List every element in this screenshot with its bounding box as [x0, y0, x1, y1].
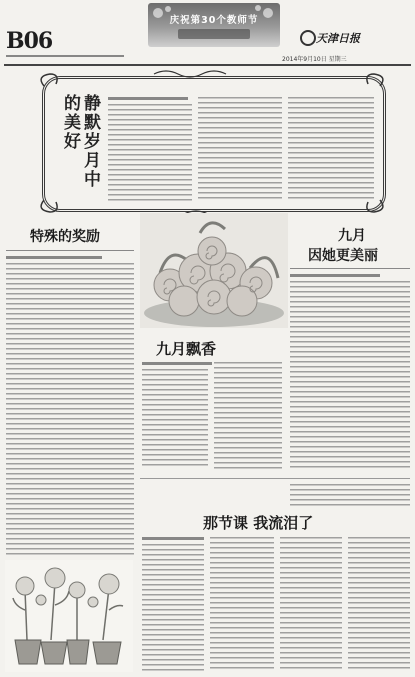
issue-date: 2014年9月10日 星期三 [282, 56, 347, 63]
fragrance-body-col-1 [142, 369, 208, 469]
flower-pots-image [5, 560, 133, 672]
reward-byline [6, 256, 102, 259]
roses-image [140, 213, 288, 328]
reward-body [6, 263, 134, 555]
fragrance-headline: 九月飘香 [156, 340, 217, 358]
bottom-divider [140, 478, 410, 479]
feature-headline: 静默岁月中的美好 [60, 94, 100, 189]
feature-byline [108, 97, 188, 100]
her-rule [290, 268, 410, 269]
her-byline [290, 274, 380, 277]
her-headline-line-1: 九月 [338, 228, 366, 244]
reward-rule [6, 250, 134, 251]
class-body-col-1 [142, 544, 204, 672]
section-number: B06 [6, 28, 53, 54]
her-body-continued [290, 484, 410, 508]
class-body-col-3 [280, 537, 342, 672]
fragrance-byline [142, 362, 212, 365]
her-headline-line-2: 因她更美丽 [308, 248, 378, 264]
class-headline: 那节课 我流泪了 [203, 514, 314, 532]
header-rule [4, 64, 411, 66]
class-body-col-4 [348, 537, 410, 672]
feature-body-col-1 [108, 104, 192, 202]
fragrance-body-col-2 [214, 362, 282, 469]
her-body [290, 281, 410, 469]
editor-credits-line [6, 55, 124, 57]
feature-body-col-2 [198, 97, 282, 202]
logo-icon [300, 30, 316, 46]
reward-headline: 特殊的奖励 [30, 229, 100, 245]
class-body-col-2 [210, 537, 274, 672]
teachers-day-banner [148, 3, 280, 47]
class-byline [142, 537, 204, 540]
feature-body-col-3 [288, 97, 374, 202]
banner-title: 庆祝第30个教师节 [169, 15, 259, 26]
masthead-name: 天津日报 [316, 32, 360, 45]
